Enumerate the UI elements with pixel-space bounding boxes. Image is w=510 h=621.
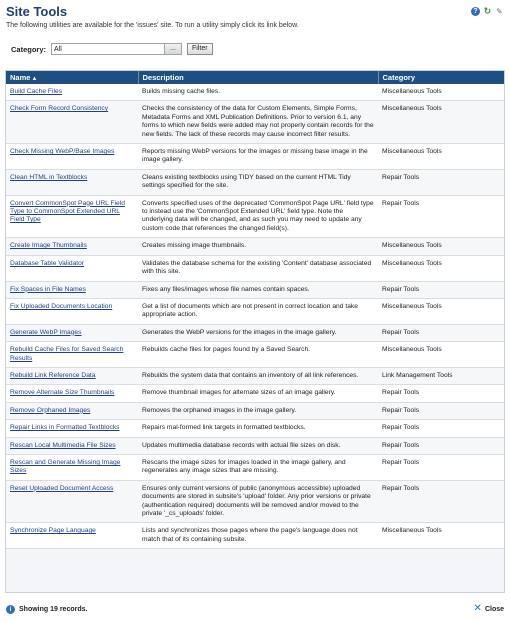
table-row [6, 480, 505, 523]
page-title: Site Tools [6, 4, 68, 19]
cell-name [6, 324, 138, 341]
cell-category: Miscellaneous Tools [378, 342, 505, 368]
cell-description: Fixes any files/images whose file names contain spaces. [138, 281, 378, 298]
cell-name [6, 195, 138, 238]
cell-category: Miscellaneous Tools [378, 255, 505, 281]
table-row [6, 281, 505, 298]
cell-description: Converts specified uses of the deprecated 'CommonSpot Page URL' field type to instead use the 'CommonSpot Extended URL' field type. Note the underlying data will be changed, and as such you may need to update any custom code that references the changed field(s). [138, 195, 378, 238]
cell-description: Repairs mal-formed link targets in formatted textblocks. [138, 420, 378, 437]
cell-name [6, 238, 138, 255]
cell-name [6, 454, 138, 480]
tool-link[interactable]: Reset Uploaded Document Access [10, 484, 114, 492]
cell-category: Repair Tools [378, 454, 505, 480]
cell-category: Miscellaneous Tools [378, 523, 505, 549]
cell-category: Repair Tools [378, 169, 505, 195]
tool-link[interactable]: Rebuild Link Reference Data [10, 371, 96, 379]
cell-name [6, 144, 138, 170]
help-icon[interactable]: ? [471, 7, 480, 16]
category-selected-value: All [54, 46, 62, 53]
cell-name [6, 281, 138, 298]
cell-description: Creates missing image thumbnails. [138, 238, 378, 255]
table-row [6, 454, 505, 480]
table-row [6, 101, 505, 144]
cell-description: Get a list of documents which are not present in correct location and take appropriate action. [138, 298, 378, 324]
table-header-row [6, 71, 505, 84]
cell-category: Repair Tools [378, 402, 505, 419]
category-label: Category: [11, 44, 47, 54]
tool-link[interactable]: Remove Orphaned Images [10, 406, 91, 414]
table-row [6, 523, 505, 549]
tool-link[interactable]: Rescan and Generate Missing Image Sizes [10, 458, 121, 475]
cell-name [6, 101, 138, 144]
column-header-name[interactable] [6, 71, 138, 84]
cell-category: Repair Tools [378, 420, 505, 437]
tool-link[interactable]: Generate WebP Images [10, 328, 82, 336]
table-row [6, 169, 505, 195]
cell-name [6, 255, 138, 281]
column-header-description[interactable]: Description [138, 71, 378, 84]
cell-name [6, 480, 138, 523]
tool-link[interactable]: Build Cache Files [10, 88, 63, 95]
category-select[interactable] [51, 43, 182, 55]
filter-bar [6, 38, 504, 60]
column-header-category[interactable]: Category [378, 71, 505, 84]
cell-description: Validates the database schema for the existing 'Content' database associated with this site. [138, 255, 378, 281]
cell-category: Repair Tools [378, 480, 505, 523]
cell-name [6, 84, 138, 101]
cell-description: Updates multimedia database records with actual file sizes on disk. [138, 437, 378, 454]
cell-category: Repair Tools [378, 385, 505, 402]
table-row [6, 255, 505, 281]
close-label: Close [484, 605, 504, 613]
filter-button[interactable]: Filter [187, 43, 213, 55]
table-row [6, 402, 505, 419]
tool-link[interactable]: Fix Spaces in File Names [10, 285, 86, 293]
cell-name [6, 169, 138, 195]
cell-description: Ensures only current versions of public (anonymous accessible) uploaded documents are stored in subsite's 'upload' folder. Any prior versions or private (authentication required) documents will be removed and/or moved to the private '_cs_uploads' folder. [138, 480, 378, 523]
record-count: Showing 19 records. [19, 605, 88, 613]
cell-name [6, 523, 138, 549]
cell-category: Miscellaneous Tools [378, 238, 505, 255]
tool-link[interactable]: Fix Uploaded Documents Location [10, 302, 113, 310]
cell-category: Miscellaneous Tools [378, 84, 505, 101]
cell-name [6, 367, 138, 384]
cell-category: Miscellaneous Tools [378, 298, 505, 324]
tool-link[interactable]: Remove Alternate Size Thumbnails [10, 389, 115, 397]
tools-table [6, 71, 505, 549]
cell-name [6, 385, 138, 402]
tool-link[interactable]: Repair Links in Formatted Textblocks [10, 424, 120, 432]
table-row [6, 298, 505, 324]
close-icon: ✕ [473, 603, 482, 614]
table-row [6, 437, 505, 454]
cell-name [6, 298, 138, 324]
column-name-label: Name [10, 73, 31, 82]
table-row [6, 84, 505, 101]
tool-link[interactable]: Rescan Local Multimedia File Sizes [10, 441, 116, 449]
tool-link[interactable]: Create Image Thumbnails [10, 242, 87, 250]
header-icons [471, 7, 504, 16]
cell-name [6, 402, 138, 419]
cell-description: Remove thumbnail images for alternate sizes of an image gallery. [138, 385, 378, 402]
cell-description: Checks the consistency of the data for Custom Elements, Simple Forms, Metadata Forms and XML Publication Definitions. Prior to version 6.1, any forms to which new fields were added may not properly contain records for the new fields. The lack of these records may cause incorrect filter results. [138, 101, 378, 144]
refresh-icon[interactable]: ↻ [483, 6, 492, 16]
cell-description: Generates the WebP versions for the images in the image gallery. [138, 324, 378, 341]
close-button[interactable] [474, 604, 504, 614]
header [0, 0, 510, 34]
table-row [6, 238, 505, 255]
cell-description: Builds missing cache files. [138, 84, 378, 101]
edit-icon[interactable]: ✎ [496, 7, 503, 16]
tool-link[interactable]: Convert CommonSpot Page URL Field Type to CommonSpot Extended URL Field Type [10, 199, 125, 224]
tool-link[interactable]: Check Form Record Consistency [10, 105, 109, 113]
tool-link[interactable]: Database Table Validator [10, 259, 85, 267]
cell-description: Rescans the image sizes for images loaded in the image gallery, and regenerates any image sizes that are missing. [138, 454, 378, 480]
table-row [6, 144, 505, 170]
table-row [6, 420, 505, 437]
cell-description: Reports missing WebP versions for the images or missing base image in the image gallery. [138, 144, 378, 170]
cell-name [6, 437, 138, 454]
cell-description: Rebuilds the system data that contains an inventory of all link references. [138, 367, 378, 384]
footer [0, 597, 510, 621]
tool-link[interactable]: Check Missing WebP/Base Images [10, 148, 115, 156]
cell-category: Miscellaneous Tools [378, 144, 505, 170]
cell-name [6, 420, 138, 437]
cell-category: Miscellaneous Tools [378, 101, 505, 144]
info-icon: i [6, 605, 15, 614]
table-row [6, 342, 505, 368]
table-row [6, 385, 505, 402]
status-bar [6, 605, 87, 614]
page-subtitle: The following utilities are available for the 'issues' site. To run a utility simply click its link below. [6, 22, 299, 29]
tool-link[interactable]: Clean HTML in Textblocks [10, 173, 88, 181]
cell-category: Repair Tools [378, 437, 505, 454]
cell-category: Repair Tools [378, 281, 505, 298]
cell-description: Rebuilds cache files for pages found by a Saved Search. [138, 342, 378, 368]
category-dropdown-button[interactable]: ... [164, 44, 181, 54]
cell-category: Repair Tools [378, 195, 505, 238]
tool-link[interactable]: Synchronize Page Language [10, 527, 96, 535]
cell-name [6, 342, 138, 368]
cell-description: Lists and synchronizes those pages where the page's language does not match that of its containing subsite. [138, 523, 378, 549]
cell-category: Link Management Tools [378, 367, 505, 384]
cell-description: Cleans existing textblocks using TIDY based on the current HTML Tidy settings specified for the site. [138, 169, 378, 195]
tools-table-container [5, 70, 505, 593]
tool-link[interactable]: Rebuild Cache Files for Saved Search Results [10, 346, 124, 362]
cell-description: Removes the orphaned images in the image gallery. [138, 402, 378, 419]
table-row [6, 324, 505, 341]
table-row [6, 195, 505, 238]
sort-ascending-icon: ▲ [31, 76, 38, 82]
cell-category: Repair Tools [378, 324, 505, 341]
table-row [6, 367, 505, 384]
